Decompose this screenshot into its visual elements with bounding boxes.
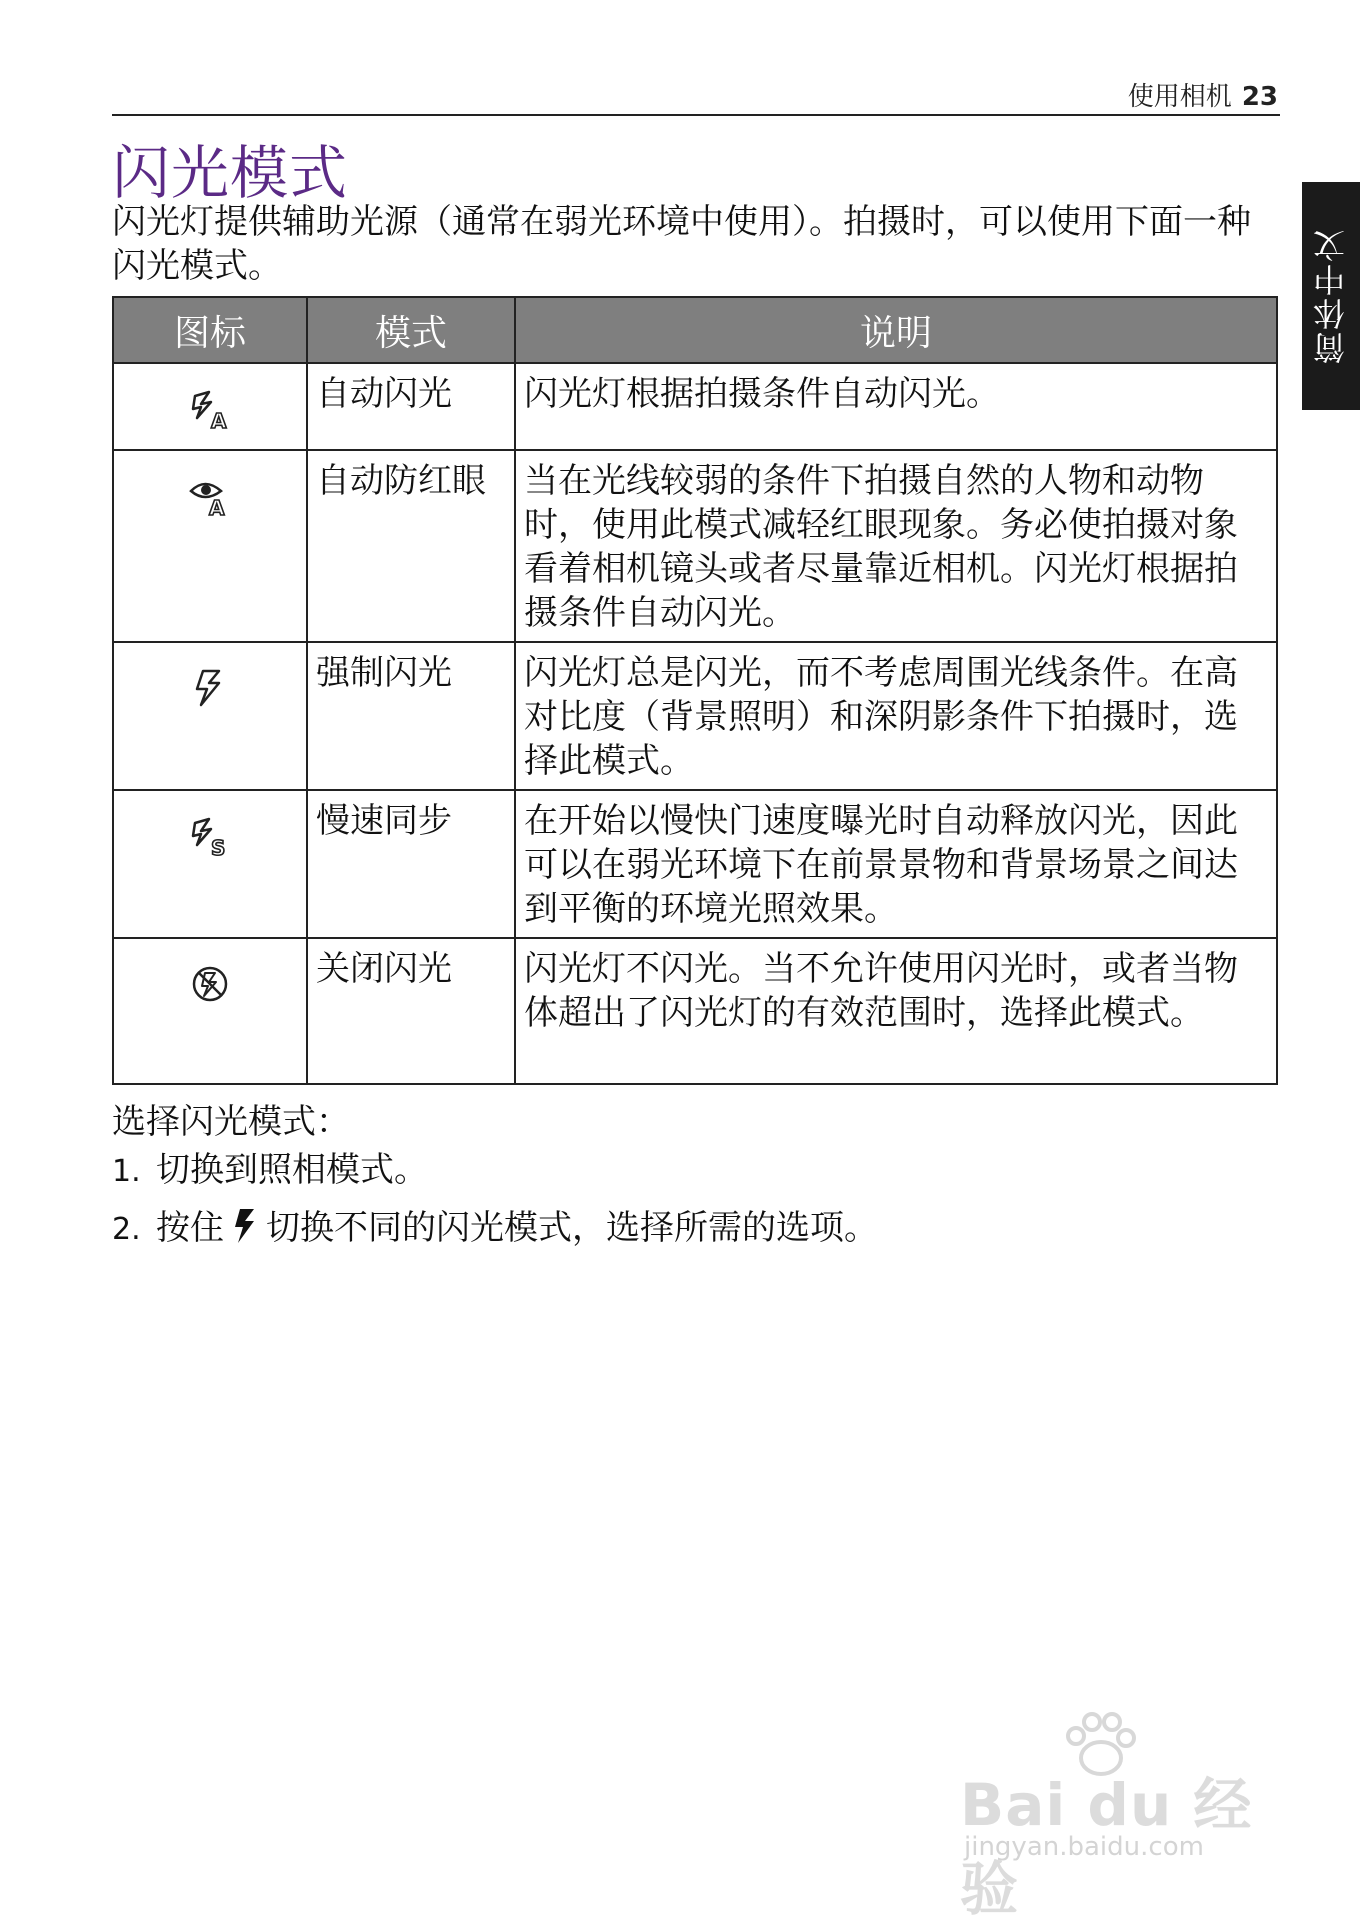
step-text-after: 切换不同的闪光模式，选择所需的选项。: [266, 1208, 878, 1248]
table-row: [113, 938, 1277, 1084]
description-cell: 闪光灯总是闪光，而不考虑周围光线条件。在高对比度（背景照明）和深阴影条件下拍摄时，选择此模式。: [515, 642, 1277, 790]
flash-auto-icon: [187, 386, 233, 432]
language-tab-label: 简体中文: [1312, 228, 1350, 364]
description-cell: 在开始以慢快门速度曝光时自动释放闪光，因此可以在弱光环境下在前景景物和背景场景之间达到平衡的环境光照效果。: [515, 790, 1277, 938]
description-cell: 闪光灯不闪光。当不允许使用闪光时，或者当物体超出了闪光灯的有效范围时，选择此模式。: [515, 938, 1277, 1084]
header-icon: 图标: [113, 297, 307, 363]
icon-cell: [113, 790, 307, 938]
step-item: [112, 1206, 1282, 1252]
header-text: [1128, 76, 1278, 113]
svg-text:A: A: [209, 496, 225, 519]
table-header-row: [113, 297, 1277, 363]
mode-cell: 强制闪光: [307, 642, 515, 790]
table-row: [113, 642, 1277, 790]
svg-text:S: S: [211, 836, 226, 859]
step-number: 1.: [112, 1154, 141, 1189]
header-mode: 模式: [307, 297, 515, 363]
watermark-url: jingyan.baidu.com: [964, 1832, 1204, 1862]
page-header: [112, 70, 1280, 116]
mode-cell: 自动闪光: [307, 363, 515, 450]
section-title: 闪光模式: [112, 139, 349, 207]
icon-cell: [113, 363, 307, 450]
watermark: [960, 1710, 1290, 1923]
step-item: [112, 1148, 1282, 1194]
icon-cell: [113, 642, 307, 790]
flash-off-icon: [187, 961, 233, 1007]
flash-button-icon: [230, 1207, 260, 1245]
icon-cell: [113, 450, 307, 642]
description-cell: 闪光灯根据拍摄条件自动闪光。: [515, 363, 1277, 450]
flash-mode-table: [112, 296, 1278, 1085]
watermark-brand: Bai du 经验: [960, 1771, 1253, 1923]
steps-section: [112, 1100, 1282, 1264]
header-section: 使用相机: [1127, 82, 1232, 112]
language-tab: [1302, 182, 1360, 410]
red-eye-auto-icon: [187, 473, 233, 519]
table-row: [113, 363, 1277, 450]
mode-cell: 自动防红眼: [307, 450, 515, 642]
description-cell: 当在光线较弱的条件下拍摄自然的人物和动物时，使用此模式减轻红眼现象。务必使拍摄对象看着相机镜头或者尽量靠近相机。闪光灯根据拍摄条件自动闪光。: [515, 450, 1277, 642]
table-row: [113, 790, 1277, 938]
icon-cell: [113, 938, 307, 1084]
step-number: 2.: [112, 1212, 141, 1247]
mode-cell: 关闭闪光: [307, 938, 515, 1084]
steps-heading: 选择闪光模式：: [112, 1102, 350, 1142]
flash-slow-sync-icon: [187, 813, 233, 859]
mode-cell: 慢速同步: [307, 790, 515, 938]
table-row: [113, 450, 1277, 642]
intro-paragraph: 闪光灯提供辅助光源（通常在弱光环境中使用）。拍摄时，可以使用下面一种闪光模式。: [112, 202, 1251, 286]
flash-forced-icon: [187, 665, 233, 711]
header-description: 说明: [515, 297, 1277, 363]
step-text: 切换到照相模式。: [156, 1150, 428, 1190]
page-number: 23: [1241, 82, 1278, 112]
svg-text:A: A: [211, 409, 227, 432]
step-text-before: 按住: [156, 1208, 224, 1248]
